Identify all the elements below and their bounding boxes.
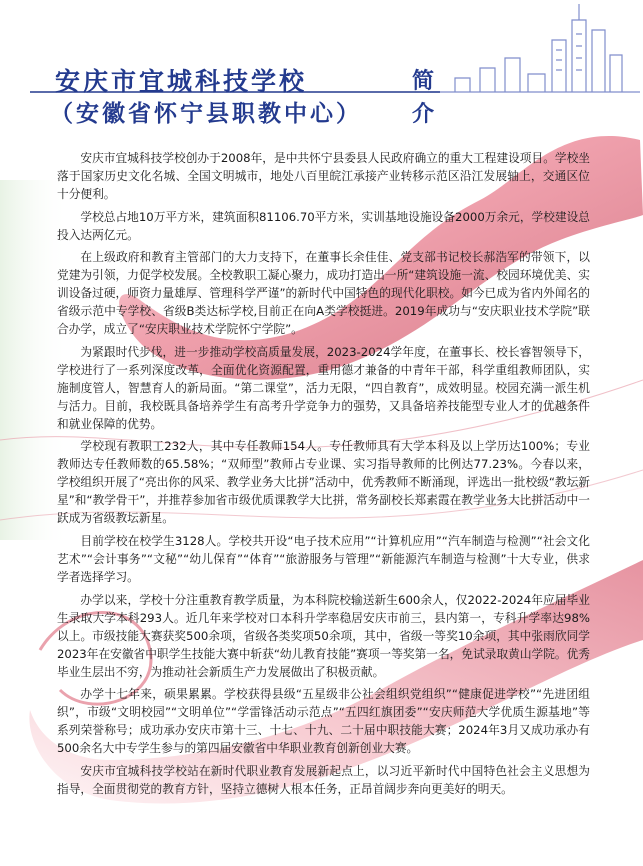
paragraph-reform: 为紧跟时代步伐，进一步推动学校高质量发展，2023-2024学年度，在董事长、校长睿智领导下，学校进行了一系列深度改革，全面优化资源配置，重用德才兼备的中青年干部，科学重组教师团队，实施制度管人，智慧育人的新局面。“第二课堂”，活力无限，“四自教育”，成效明显。校园充满一派生机与活力。目前，我校既具备培养学生有高考升学竞争力的强势，又具备培养技能型专业人才的优越条件和就业保障的优势。 xyxy=(57,344,590,431)
paragraph-history: 安庆市宜城科技学校创办于2008年，是中共怀宁县委县人民政府确立的重大工程建设项目。学校坐落于国家历史文化名城、全国文明城市，地处八百里皖江承接产业转移示范区沿江发展轴上，交通区位十分便利。 xyxy=(57,151,590,201)
paragraph-area: 学校总占地10万平方米，建筑面积81106.70平方米，实训基地设施设备2000万余元，学校建设总投入达两亿元。 xyxy=(57,209,590,242)
paragraph-faculty: 学校现有教职工232人，其中专任教师154人。专任教师具有大学本科及以上学历达100%；专业教师达专任教师数的65.58%；“双师型”教师占专业课、实习指导教师的比例达77.23%。今春以来，学校组织开展了“亮出你的风采、教学业务大比拼”活动中，优秀教师不断涌现，评选出一批校级“教坛新星”和“教学骨干”，并推荐参加省市级优质课教学大比拼，常务副校长郑素霞在教学业务大比拼活动中一跃成为省级教坛新星。 xyxy=(57,439,590,526)
intro-body xyxy=(57,149,590,802)
intro-label-char-2: 介 xyxy=(412,101,435,127)
paragraph-honors: 办学十七年来，硕果累累。学校获得县级“五星级非公社会组织党组织”“健康促进学校”“先进团组织”，市级“文明校园”“文明单位”“学雷锋活动示范点”“五四红旗团委”“安庆师范大学优质生源基地”等系列荣誉称号；成功承办安庆市第十三、十七、十九、二十届中职技能大赛；2024年3月又成功承办有500余名大中专学生参与的第四届安徽省中华职业教育创新创业大赛。 xyxy=(57,687,590,756)
school-subtitle: （安徽省怀宁县职教中心） xyxy=(50,100,362,127)
paragraph-future: 安庆市宜城科技学校站在新时代职业教育发展新起点上，以习近平新时代中国特色社会主义思想为指导，全面贯彻党的教育方针，坚持立德树人根本任务，正昂首阔步奔向更美好的明天。 xyxy=(57,763,590,796)
paragraph-majors: 目前学校在校学生3128人。学校共开设“电子技术应用”“计算机应用”“汽车制造与检测”“社会文化艺术”“会计事务”“文秘”“幼儿保育”“体育”“旅游服务与管理”“新能源汽车制造与检测”十大专业，供求学者选择学习。 xyxy=(57,533,590,584)
paragraph-quality: 办学以来，学校十分注重教育教学质量，为本科院校输送新生600余人，仅2022-2024年应届毕业生录取大学本科293人。近几年来学校对口本科升学率稳居安庆市前三，县内第一，专科升学率达98%以上。市级技能大赛获奖500余项，省级各类奖项50余项，其中，省级一等奖10余项，其中张雨欣同学2023年在安徽省中职学生技能大赛中斩获“幼儿教育技能”赛项一等奖第一名，免试录取黄山学院。优秀毕业生层出不穷，为推动社会新质生产力发展做出了积极贡献。 xyxy=(57,592,590,679)
paragraph-development: 在上级政府和教育主管部门的大力支持下，在董事长余佳佳、党支部书记校长郝浩军的带领下，以党建为引领，力促学校发展。全校教职工凝心聚力，成功打造出一所“建筑设施一流、校园环境优美、实训设备过硬，师资力量雄厚、管理科学严谨”的新时代中国特色的现代化职校。如今已成为省内外闻名的省级示范中专学校、省级B类达标学校,目前正在向A类学校挺进。2019年成功与“安庆职业技术学院”联合办学，成立了“安庆职业技术学院怀宁学院”。 xyxy=(57,250,590,337)
skyline-art xyxy=(430,4,640,92)
school-title: 安庆市宜城科技学校 xyxy=(55,67,308,96)
intro-label-char-1: 简 xyxy=(412,68,435,94)
